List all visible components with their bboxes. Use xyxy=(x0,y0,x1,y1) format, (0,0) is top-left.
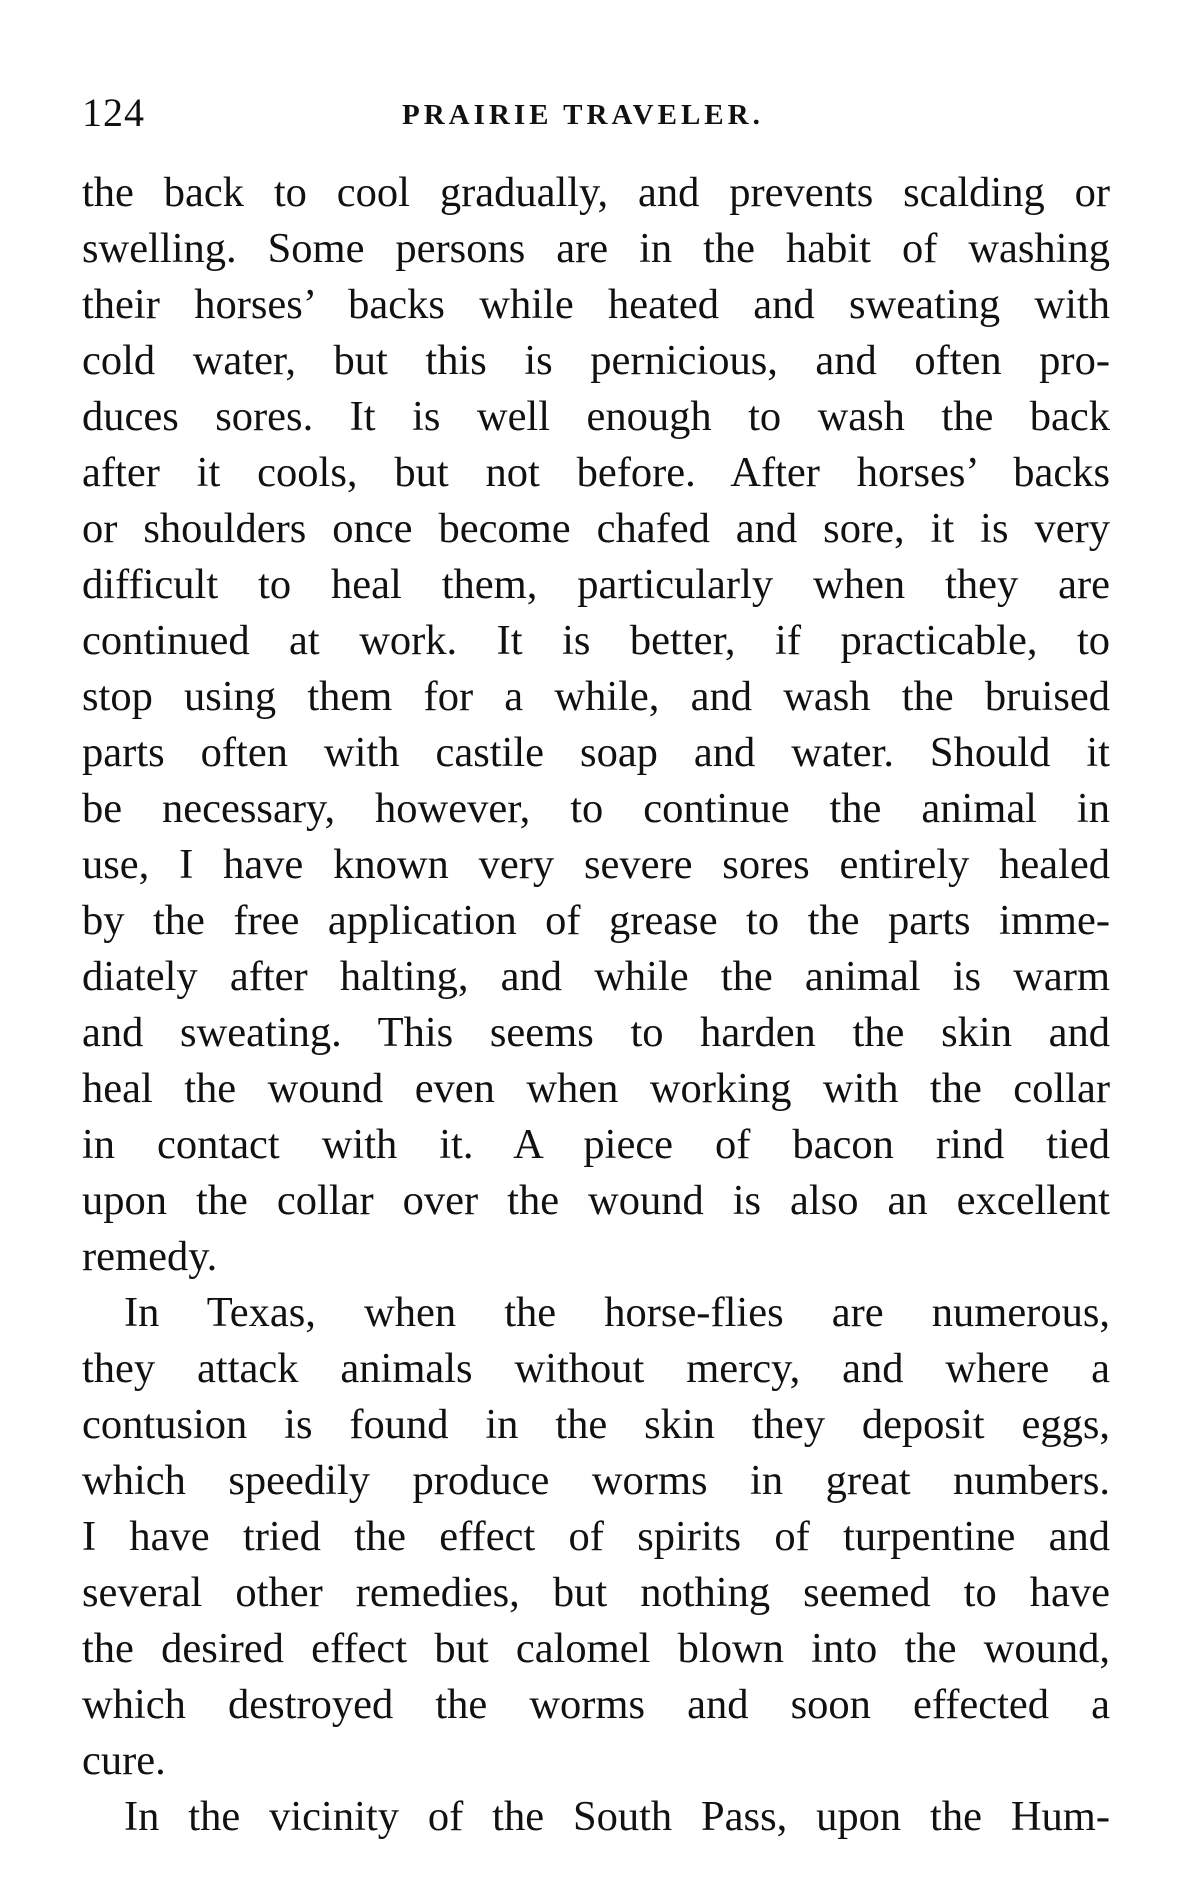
text-line: they attack animals without mercy, and where a xyxy=(82,1345,1110,1392)
paragraph-end-line: remedy. xyxy=(82,1233,218,1280)
text-line: by the free application of grease to the parts imme- xyxy=(82,897,1110,944)
text-line: parts often with castile soap and water. Should it xyxy=(82,729,1110,776)
text-line: the desired effect but calomel blown into the wound, xyxy=(82,1625,1110,1672)
page-header xyxy=(82,88,1110,138)
paragraph-start-line: In Texas, when the horse-flies are numerous, xyxy=(124,1289,1110,1336)
text-line: diately after halting, and while the animal is warm xyxy=(82,953,1110,1000)
text-line: which destroyed the worms and soon effected a xyxy=(82,1681,1110,1728)
text-line: in contact with it. A piece of bacon rind tied xyxy=(82,1121,1110,1168)
text-line: cold water, but this is pernicious, and often pro- xyxy=(82,337,1110,384)
text-line: heal the wound even when working with the collar xyxy=(82,1065,1110,1112)
text-line: after it cools, but not before. After horses’ backs xyxy=(82,449,1110,496)
paragraph-start-line: In the vicinity of the South Pass, upon the Hum- xyxy=(124,1793,1110,1840)
text-line: or shoulders once become chafed and sore, it is very xyxy=(82,505,1110,552)
page-number: 124 xyxy=(82,90,145,135)
text-line: I have tried the effect of spirits of turpentine and xyxy=(82,1513,1110,1560)
text-line: use, I have known very severe sores entirely healed xyxy=(82,841,1110,888)
text-line: continued at work. It is better, if practicable, to xyxy=(82,617,1110,664)
running-head: PRAIRIE TRAVELER. xyxy=(402,99,764,131)
text-line: be necessary, however, to continue the animal in xyxy=(82,785,1110,832)
text-line: duces sores. It is well enough to wash the back xyxy=(82,393,1110,440)
text-line: and sweating. This seems to harden the skin and xyxy=(82,1009,1110,1056)
text-line: contusion is found in the skin they deposit eggs, xyxy=(82,1401,1110,1448)
body-text xyxy=(82,165,1110,1845)
text-line: stop using them for a while, and wash the bruised xyxy=(82,673,1110,720)
text-line: swelling. Some persons are in the habit of washing xyxy=(82,225,1110,272)
text-line: upon the collar over the wound is also an excellent xyxy=(82,1177,1110,1224)
text-line: which speedily produce worms in great numbers. xyxy=(82,1457,1110,1504)
text-line: their horses’ backs while heated and sweating with xyxy=(82,281,1110,328)
text-line: difficult to heal them, particularly when they are xyxy=(82,561,1110,608)
paragraph-end-line: cure. xyxy=(82,1737,166,1784)
text-line: several other remedies, but nothing seemed to have xyxy=(82,1569,1110,1616)
text-line: the back to cool gradually, and prevents scalding or xyxy=(82,169,1110,216)
